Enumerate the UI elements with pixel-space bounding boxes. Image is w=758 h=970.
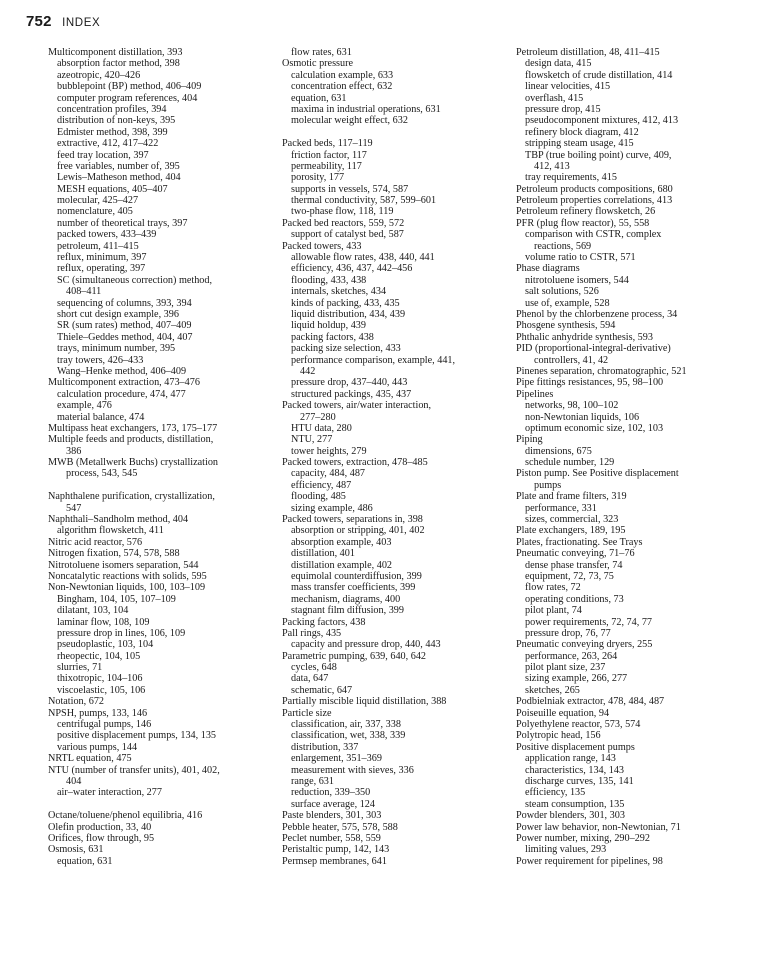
index-subentry: Thiele–Geddes method, 404, 407 — [57, 331, 193, 343]
index-subentry: short cut design example, 396 — [57, 308, 179, 320]
index-subentry: reflux, operating, 397 — [57, 263, 146, 275]
index-subentry: nitrotoluene isomers, 544 — [525, 274, 629, 286]
index-entry: Nitric acid reactor, 576 — [48, 536, 143, 548]
section-gap — [48, 799, 278, 810]
index-subentry: 404 — [66, 776, 82, 787]
index-subentry: equimolal counterdiffusion, 399 — [291, 570, 422, 582]
index-entry: Pall rings, 435 — [282, 627, 342, 639]
index-subentry: operating conditions, 73 — [525, 593, 624, 605]
index-entry: Noncatalytic reactions with solids, 595 — [48, 570, 207, 582]
index-entry: Multipass heat exchangers, 173, 175–177 — [48, 422, 218, 434]
index-subentry: air–water interaction, 277 — [57, 787, 162, 799]
index-subentry: two-phase flow, 118, 119 — [291, 206, 394, 218]
index-entry: Polytropic head, 156 — [516, 730, 601, 742]
index-entry: Nitrogen fixation, 574, 578, 588 — [48, 548, 180, 560]
index-subentry: permeability, 117 — [291, 160, 362, 172]
index-subentry: equipment, 72, 73, 75 — [525, 570, 614, 582]
index-subentry: material balance, 474 — [57, 411, 145, 423]
index-subentry: distillation example, 402 — [291, 559, 393, 571]
index-entry: Parametric pumping, 639, 640, 642 — [282, 650, 427, 662]
index-subentry: distillation, 401 — [291, 548, 355, 560]
index-subentry: sizing example, 486 — [291, 502, 373, 514]
index-subentry: thermal conductivity, 587, 599–601 — [291, 195, 437, 207]
index-subentry: surface average, 124 — [291, 798, 375, 810]
index-subentry: dimensions, 675 — [525, 445, 592, 457]
index-subentry: pressure drop in lines, 106, 109 — [57, 627, 186, 639]
index-subentry: sizing example, 266, 277 — [525, 673, 628, 685]
index-subentry: Edmister method, 398, 399 — [57, 126, 168, 138]
index-subentry: calculation procedure, 474, 477 — [57, 388, 186, 400]
index-subentry: reduction, 339–350 — [291, 787, 371, 799]
index-subentry: algorithm flowsketch, 411 — [57, 525, 164, 537]
index-entry: Peristaltic pump, 142, 143 — [282, 844, 390, 856]
index-entry: Power law behavior, non-Newtonian, 71 — [516, 821, 681, 833]
index-subentry: Wang–Henke method, 406–409 — [57, 365, 187, 377]
index-subentry: liquid distribution, 434, 439 — [291, 308, 406, 320]
section-gap — [48, 480, 278, 491]
index-subentry: limiting values, 293 — [525, 844, 607, 856]
index-subentry: positive displacement pumps, 134, 135 — [57, 730, 217, 742]
index-subentry: measurement with sieves, 336 — [291, 764, 414, 776]
index-entry: Partially miscible liquid distillation, 388 — [282, 696, 447, 708]
index-subentry: pilot plant, 74 — [525, 605, 582, 617]
index-subentry: free variables, number of, 395 — [57, 160, 180, 172]
index-subentry: rheopectic, 104, 105 — [57, 650, 141, 662]
index-entry: Multicomponent extraction, 473–476 — [48, 377, 200, 389]
index-subentry: NTU, 277 — [291, 434, 333, 446]
index-subentry: concentration profiles, 394 — [57, 103, 167, 115]
index-subentry: number of theoretical trays, 397 — [57, 217, 188, 229]
index-subentry: mechanism, diagrams, 400 — [291, 593, 401, 605]
index-subentry: tray towers, 426–433 — [57, 354, 144, 366]
index-subentry: laminar flow, 108, 109 — [57, 616, 150, 628]
index-subentry: slurries, 71 — [57, 662, 103, 674]
index-subentry: steam consumption, 135 — [525, 798, 625, 810]
index-subentry: optimum economic size, 102, 103 — [525, 422, 664, 434]
index-entry: NPSH, pumps, 133, 146 — [48, 707, 148, 719]
index-subentry: nomenclature, 405 — [57, 206, 133, 218]
index-subentry: molecular weight effect, 632 — [291, 115, 408, 127]
index-subentry: bubblepoint (BP) method, 406–409 — [57, 81, 202, 93]
page-number: 752 — [26, 13, 52, 30]
index-entry: Pneumatic conveying dryers, 255 — [516, 639, 653, 651]
index-entry: Packed towers, separations in, 398 — [282, 514, 423, 526]
index-subentry: pressure drop, 437–440, 443 — [291, 377, 408, 389]
index-entry: Multiple feeds and products, distillation, — [48, 434, 214, 446]
index-subentry: azeotropic, 420–426 — [57, 69, 141, 81]
index-entry: Nitrotoluene isomers separation, 544 — [48, 559, 199, 571]
index-subentry: distribution of non-keys, 395 — [57, 115, 176, 127]
index-subentry: schedule number, 129 — [525, 457, 615, 469]
index-entry: NTU (number of transfer units), 401, 402, — [48, 764, 220, 776]
index-entry: Naphthali–Sandholm method, 404 — [48, 514, 189, 526]
index-entry: Phenol by the chlorbenzene process, 34 — [516, 308, 678, 320]
index-entry: Pneumatic conveying, 71–76 — [516, 548, 635, 560]
index-subentry: TBP (true boiling point) curve, 409, — [525, 149, 672, 161]
index-entry: Poiseuille equation, 94 — [516, 707, 610, 719]
index-entry: Phase diagrams — [516, 263, 580, 275]
index-subentry: pumps — [534, 479, 562, 491]
index-subentry: stripping steam usage, 415 — [525, 138, 634, 150]
index-subentry: packed towers, 433–439 — [57, 229, 157, 241]
index-subentry: sketches, 265 — [525, 684, 580, 696]
index-column-1 — [48, 47, 278, 867]
index-subentry: comparison with CSTR, complex — [525, 229, 662, 241]
index-entry: NRTL equation, 475 — [48, 753, 132, 765]
index-entry: Paste blenders, 301, 303 — [282, 810, 382, 822]
index-subentry: example, 476 — [57, 400, 112, 412]
index-entry: Podbielniak extractor, 478, 484, 487 — [516, 696, 665, 708]
index-subentry: MESH equations, 405–407 — [57, 183, 168, 195]
index-subentry: feed tray location, 397 — [57, 149, 149, 161]
index-subentry: stagnant film diffusion, 399 — [291, 605, 404, 617]
index-subentry: molecular, 425–427 — [57, 195, 139, 207]
index-entry: Non-Newtonian liquids, 100, 103–109 — [48, 582, 206, 594]
index-entry: Pinenes separation, chromatographic, 521 — [516, 365, 687, 377]
index-subentry: distribution, 337 — [291, 741, 359, 753]
index-subentry: characteristics, 134, 143 — [525, 764, 625, 776]
index-subentry: data, 647 — [291, 673, 329, 685]
index-subentry: capacity, 484, 487 — [291, 468, 366, 480]
index-subentry: sequencing of columns, 393, 394 — [57, 297, 192, 309]
index-subentry: reflux, minimum, 397 — [57, 252, 147, 264]
index-subentry: flow rates, 631 — [291, 47, 352, 58]
index-entry: Orifices, flow through, 95 — [48, 832, 155, 844]
index-subentry: SC (simultaneous correction) method, — [57, 274, 213, 286]
index-subentry: dense phase transfer, 74 — [525, 559, 623, 571]
index-entry: Olefin production, 33, 40 — [48, 821, 152, 833]
index-entry: Piping — [516, 434, 543, 446]
index-subentry: porosity, 177 — [291, 172, 345, 184]
index-entry: Multicomponent distillation, 393 — [48, 47, 183, 58]
index-entry: Phthalic anhydride synthesis, 593 — [516, 331, 653, 343]
index-subentry: overflash, 415 — [525, 92, 584, 104]
index-subentry: discharge curves, 135, 141 — [525, 776, 634, 787]
index-subentry: cycles, 648 — [291, 662, 337, 674]
index-subentry: calculation example, 633 — [291, 69, 394, 81]
index-entry: PFR (plug flow reactor), 55, 558 — [516, 217, 650, 229]
index-entry: Packing factors, 438 — [282, 616, 366, 628]
index-subentry: petroleum, 411–415 — [57, 240, 139, 252]
index-subentry: 408–411 — [66, 286, 102, 298]
index-subentry: pilot plant size, 237 — [525, 662, 606, 674]
index-subentry: friction factor, 117 — [291, 149, 367, 161]
index-subentry: supports in vessels, 574, 587 — [291, 183, 409, 195]
index-entry: Power number, mixing, 290–292 — [516, 832, 650, 844]
page-header — [26, 13, 100, 31]
index-subentry: Bingham, 104, 105, 107–109 — [57, 593, 176, 605]
index-subentry: efficiency, 487 — [291, 479, 352, 491]
index-subentry: pseudoplastic, 103, 104 — [57, 639, 154, 651]
index-entry: Petroleum distillation, 48, 411–415 — [516, 47, 660, 58]
index-subentry: SR (sum rates) method, 407–409 — [57, 320, 192, 332]
index-subentry: trays, minimum number, 395 — [57, 343, 176, 355]
index-entry: Permsep membranes, 641 — [282, 855, 387, 867]
index-subentry: volume ratio to CSTR, 571 — [525, 252, 636, 264]
index-subentry: flooding, 485 — [291, 491, 346, 503]
page-title: INDEX — [62, 17, 101, 29]
index-subentry: tray requirements, 415 — [525, 172, 617, 184]
index-entry: Naphthalene purification, crystallization, — [48, 491, 215, 503]
index-entry: Peclet number, 558, 559 — [282, 832, 381, 844]
index-subentry: flow rates, 72 — [525, 582, 581, 594]
index-subentry: concentration effect, 632 — [291, 81, 393, 93]
index-subentry: absorption example, 403 — [291, 536, 392, 548]
index-subentry: salt solutions, 526 — [525, 286, 599, 298]
index-subentry: maxima in industrial operations, 631 — [291, 103, 441, 115]
index-subentry: performance comparison, example, 441, — [291, 354, 456, 366]
index-entry: Petroleum properties correlations, 413 — [516, 195, 673, 207]
index-column-2 — [282, 47, 508, 867]
index-subentry: networks, 98, 100–102 — [525, 400, 619, 412]
index-entry: Piston pump. See Positive displacement — [516, 468, 679, 480]
index-subentry: thixotropic, 104–106 — [57, 673, 143, 685]
index-subentry: performance, 331 — [525, 502, 597, 514]
index-subentry: viscoelastic, 105, 106 — [57, 684, 146, 696]
index-subentry: structured packings, 435, 437 — [291, 388, 412, 400]
index-subentry: reactions, 569 — [534, 240, 592, 252]
index-entry: MWB (Metallwerk Buchs) crystallization — [48, 457, 219, 469]
index-subentry: range, 631 — [291, 776, 334, 787]
index-subentry: 547 — [66, 502, 82, 514]
index-entry: Petroleum refinery flowsketch, 26 — [516, 206, 656, 218]
index-entry: Packed towers, air/water interaction, — [282, 400, 432, 412]
index-subentry: various pumps, 144 — [57, 741, 138, 753]
index-entry: Plate exchangers, 189, 195 — [516, 525, 626, 537]
index-entry: Petroleum products compositions, 680 — [516, 183, 673, 195]
index-subentry: dilatant, 103, 104 — [57, 605, 129, 617]
index-entry: Notation, 672 — [48, 696, 105, 708]
index-subentry: use of, example, 528 — [525, 297, 610, 309]
index-entry: Phosgene synthesis, 594 — [516, 320, 616, 332]
index-subentry: classification, air, 337, 338 — [291, 719, 401, 731]
index-entry: Octane/toluene/phenol equilibria, 416 — [48, 810, 203, 822]
index-entry: Packed bed reactors, 559, 572 — [282, 217, 405, 229]
section-gap — [282, 127, 508, 138]
index-subentry: computer program references, 404 — [57, 92, 198, 104]
index-subentry: allowable flow rates, 438, 440, 441 — [291, 252, 435, 264]
index-subentry: equation, 631 — [57, 855, 113, 867]
index-subentry: flowsketch of crude distillation, 414 — [525, 69, 673, 81]
index-entry: Packed towers, extraction, 478–485 — [282, 457, 428, 469]
index-subentry: schematic, 647 — [291, 684, 353, 696]
index-subentry: pressure drop, 415 — [525, 103, 601, 115]
index-subentry: performance, 263, 264 — [525, 650, 618, 662]
index-entry: Packed towers, 433 — [282, 240, 362, 252]
index-subentry: packing size selection, 433 — [291, 343, 401, 355]
index-subentry: 386 — [66, 445, 82, 457]
index-subentry: internals, sketches, 434 — [291, 286, 387, 298]
index-subentry: HTU data, 280 — [291, 422, 352, 434]
index-entry: Powder blenders, 301, 303 — [516, 810, 625, 822]
index-subentry: absorption factor method, 398 — [57, 58, 180, 70]
index-entry: PID (proportional-integral-derivative) — [516, 343, 671, 355]
index-entry: Osmotic pressure — [282, 58, 354, 70]
index-entry: Particle size — [282, 707, 332, 719]
index-subentry: process, 543, 545 — [66, 468, 138, 480]
index-entry: Pipe fittings resistances, 95, 98–100 — [516, 377, 664, 389]
index-subentry: classification, wet, 338, 339 — [291, 730, 406, 742]
index-subentry: power requirements, 72, 74, 77 — [525, 616, 653, 628]
index-subentry: capacity and pressure drop, 440, 443 — [291, 639, 441, 651]
index-subentry: application range, 143 — [525, 753, 616, 765]
index-entry: Packed beds, 117–119 — [282, 138, 373, 150]
index-subentry: 277–280 — [300, 411, 336, 423]
index-subentry: centrifugal pumps, 146 — [57, 719, 152, 731]
index-subentry: controllers, 41, 42 — [534, 354, 609, 366]
index-subentry: efficiency, 436, 437, 442–456 — [291, 263, 413, 275]
index-subentry: absorption or stripping, 401, 402 — [291, 525, 425, 537]
index-subentry: mass transfer coefficients, 399 — [291, 582, 416, 594]
index-entry: Positive displacement pumps — [516, 741, 635, 753]
index-subentry: refinery block diagram, 412 — [525, 126, 639, 138]
index-subentry: extractive, 412, 417–422 — [57, 138, 159, 150]
index-entry: Osmosis, 631 — [48, 844, 104, 856]
index-subentry: 442 — [300, 365, 316, 377]
index-column-3 — [516, 47, 754, 867]
index-subentry: sizes, commercial, 323 — [525, 514, 619, 526]
index-subentry: equation, 631 — [291, 92, 347, 104]
index-subentry: support of catalyst bed, 587 — [291, 229, 404, 241]
index-subentry: Lewis–Matheson method, 404 — [57, 172, 181, 184]
index-subentry: non-Newtonian liquids, 106 — [525, 411, 640, 423]
index-subentry: kinds of packing, 433, 435 — [291, 297, 400, 309]
index-entry: Pipelines — [516, 388, 554, 400]
index-subentry: design data, 415 — [525, 58, 592, 70]
index-entry: Plates, fractionating. See Trays — [516, 536, 643, 548]
index-subentry: packing factors, 438 — [291, 331, 374, 343]
index-subentry: pressure drop, 76, 77 — [525, 627, 611, 639]
index-subentry: tower heights, 279 — [291, 445, 367, 457]
index-entry: Pebble heater, 575, 578, 588 — [282, 821, 398, 833]
index-entry: Plate and frame filters, 319 — [516, 491, 627, 503]
index-subentry: pseudocomponent mixtures, 412, 413 — [525, 115, 679, 127]
index-subentry: enlargement, 351–369 — [291, 753, 382, 765]
index-subentry: flooding, 433, 438 — [291, 274, 367, 286]
index-entry: Polyethylene reactor, 573, 574 — [516, 719, 641, 731]
index-subentry: efficiency, 135 — [525, 787, 586, 799]
index-subentry: liquid holdup, 439 — [291, 320, 366, 332]
index-entry: Power requirement for pipelines, 98 — [516, 855, 663, 867]
index-subentry: 412, 413 — [534, 160, 570, 172]
index-subentry: linear velocities, 415 — [525, 81, 611, 93]
